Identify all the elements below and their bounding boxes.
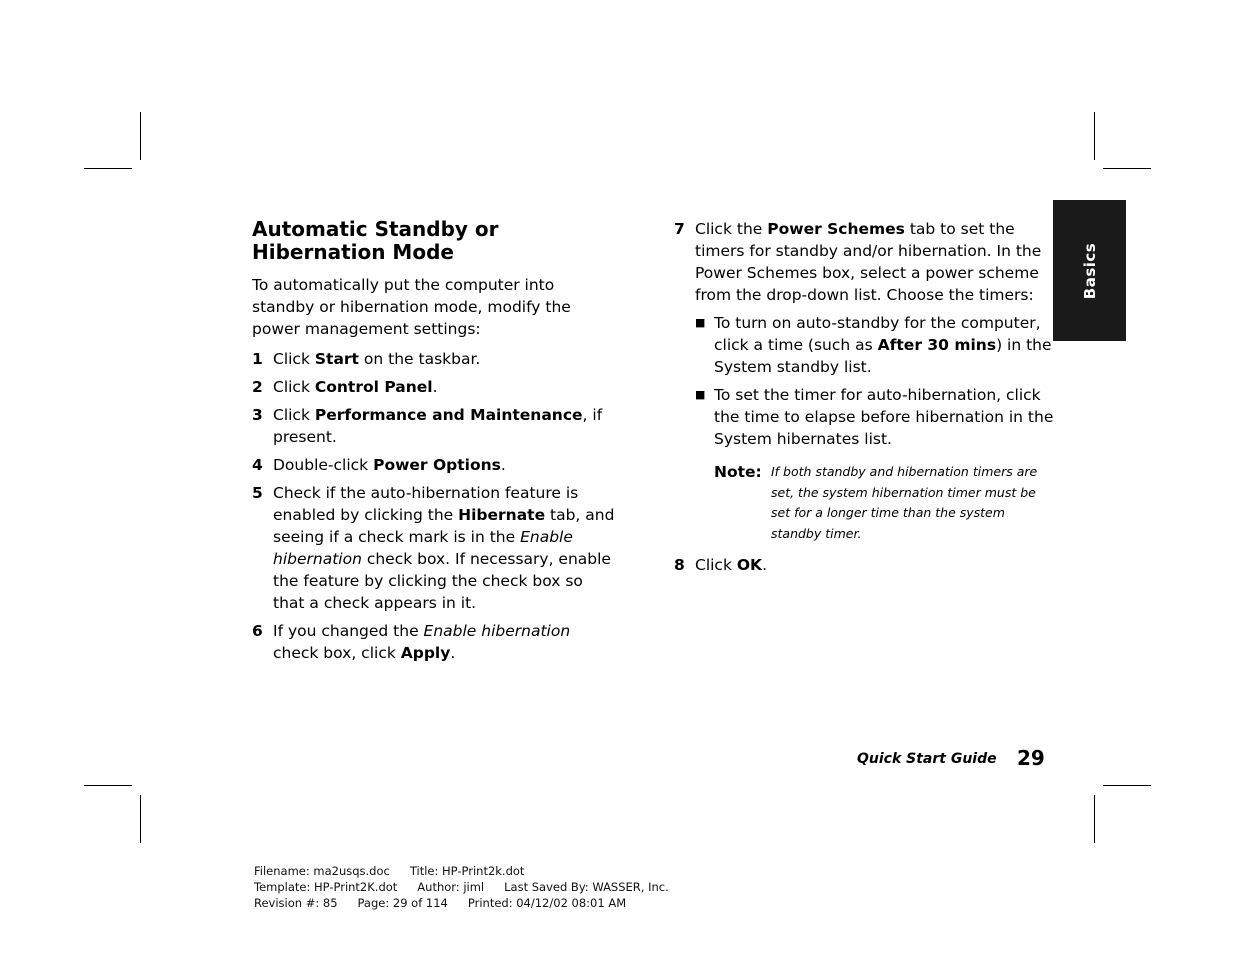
metadata-row xyxy=(254,895,689,911)
step-text-plain: Double-click xyxy=(273,456,374,474)
step-ui-term: Hibernate xyxy=(458,506,546,524)
bullet-item xyxy=(695,384,1054,450)
bullet-text: To set the timer for auto-hibernation, click the time to elapse before hibernation in the System hibernates list. xyxy=(714,386,1054,448)
section-title xyxy=(252,218,617,264)
metadata-row xyxy=(254,879,689,895)
step-text-plain: Click xyxy=(273,406,315,424)
note-box xyxy=(714,462,1054,544)
running-footer-title: Quick Start Guide xyxy=(857,751,997,767)
step-8 xyxy=(674,554,1054,576)
meta-author: Author: jiml xyxy=(417,880,485,894)
section-tab-label: Basics xyxy=(1080,242,1099,299)
step-number: 4 xyxy=(252,456,263,474)
bullet-text-plain: ) in the System standby list. xyxy=(714,336,1052,376)
step-text-plain: , if present. xyxy=(273,406,603,446)
bullet-ui-term: After 30 mins xyxy=(877,336,997,354)
step-ui-term: Control Panel xyxy=(314,378,433,396)
step-text-plain: on the taskbar. xyxy=(358,350,481,368)
step-ui-term: Performance and Maintenance xyxy=(314,406,583,424)
step-3 xyxy=(252,404,617,448)
step-text xyxy=(273,404,617,448)
step-option-term: Enable hibernation xyxy=(423,622,571,640)
step-ui-term: Power Options xyxy=(373,456,501,474)
step-4 xyxy=(252,454,617,476)
step-text-plain: tab, and seeing if a check mark is in the xyxy=(273,506,615,546)
step-text xyxy=(273,454,617,476)
step-number: 7 xyxy=(674,220,685,238)
crop-mark xyxy=(1094,795,1095,843)
metadata-row xyxy=(254,863,689,879)
step-number: 2 xyxy=(252,378,263,396)
step-text-plain: Click xyxy=(273,378,315,396)
square-bullet-icon: ■ xyxy=(695,388,706,401)
step-text-plain: If you changed the xyxy=(273,622,424,640)
step-text xyxy=(273,482,617,614)
section-title-line2: Hibernation Mode xyxy=(252,240,454,264)
meta-template: Template: HP-Print2K.dot xyxy=(254,880,398,894)
crop-mark xyxy=(140,795,141,843)
crop-mark xyxy=(140,112,141,160)
note-text: If both standby and hibernation timers are set, the system hibernation timer must be set for a longer time than the system standby timer. xyxy=(771,464,1038,541)
right-column xyxy=(674,218,1054,582)
step-text xyxy=(695,218,1054,456)
note-label: Note: xyxy=(714,463,762,481)
meta-saved-by: Last Saved By: WASSER, Inc. xyxy=(504,880,669,894)
crop-mark xyxy=(1094,112,1095,160)
step-text xyxy=(273,620,617,664)
step-text-plain: Check if the auto-hibernation feature is enabled by clicking the xyxy=(273,484,579,524)
step-text-plain: . xyxy=(500,456,506,474)
square-bullet-icon: ■ xyxy=(695,316,706,329)
step-text-plain: . xyxy=(762,556,767,574)
bullet-text-plain: To turn on auto-standby for the computer, click a time (such as xyxy=(714,314,1041,354)
step-text-plain: check box. If necessary, enable the feature by clicking the check box so that a check appears in it. xyxy=(273,550,611,612)
section-title-line1: Automatic Standby or xyxy=(252,217,499,241)
meta-printed: Printed: 04/12/02 08:01 AM xyxy=(467,896,627,910)
step-text-plain: tab to set the timers for standby and/or hibernation. In the Power Schemes box, select a power scheme from the drop-down list. Choose the timers: xyxy=(695,220,1042,304)
step-text xyxy=(273,348,617,370)
left-column xyxy=(252,218,617,670)
timer-bullet-list xyxy=(695,312,1054,450)
step-number: 5 xyxy=(252,484,263,502)
step-2 xyxy=(252,376,617,398)
crop-mark xyxy=(84,785,132,786)
crop-mark xyxy=(84,168,132,169)
step-5 xyxy=(252,482,617,614)
meta-page: Page: 29 of 114 xyxy=(357,896,448,910)
step-number: 8 xyxy=(674,556,685,574)
step-ui-term: Start xyxy=(314,350,359,368)
step-text-plain: check box, click xyxy=(273,644,401,662)
step-text-plain: . xyxy=(450,644,456,662)
step-number: 6 xyxy=(252,622,263,640)
step-1 xyxy=(252,348,617,370)
step-text-plain: . xyxy=(432,378,438,396)
crop-mark xyxy=(1103,785,1151,786)
page-number: 29 xyxy=(1017,746,1045,770)
step-text-plain: Click xyxy=(273,350,315,368)
step-ui-term: OK xyxy=(736,556,763,574)
bullet-item xyxy=(695,312,1054,378)
meta-title: Title: HP-Print2k.dot xyxy=(409,864,525,878)
step-text-plain: Click the xyxy=(695,220,768,238)
step-ui-term: Apply xyxy=(400,644,451,662)
step-7 xyxy=(674,218,1054,456)
step-option-term: Enable hibernation xyxy=(273,528,573,568)
document-metadata xyxy=(254,863,689,911)
bullet-text xyxy=(714,312,1054,378)
intro-paragraph: To automatically put the computer into standby or hibernation mode, modify the power management settings: xyxy=(252,276,571,338)
step-number: 3 xyxy=(252,406,263,424)
step-text xyxy=(695,554,1054,576)
section-tab xyxy=(1053,200,1126,341)
meta-revision: Revision #: 85 xyxy=(254,896,338,910)
step-6 xyxy=(252,620,617,664)
step-number: 1 xyxy=(252,350,263,368)
crop-mark xyxy=(1103,168,1151,169)
step-text-plain: Click xyxy=(695,556,737,574)
step-ui-term: Power Schemes xyxy=(767,220,905,238)
meta-filename: Filename: ma2usqs.doc xyxy=(254,864,390,878)
step-text xyxy=(273,376,617,398)
